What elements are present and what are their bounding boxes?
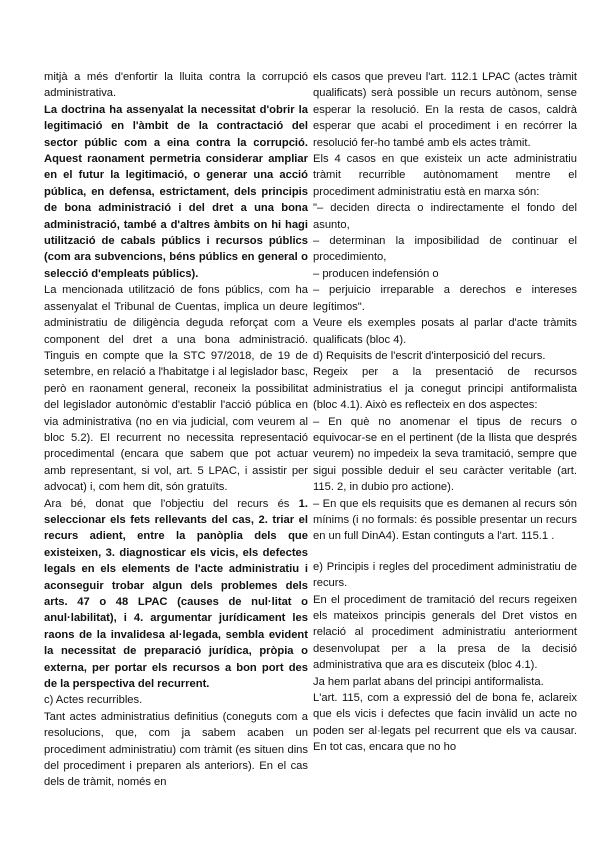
paragraph: Ja hem parlat abans del principi antiformalista. bbox=[313, 675, 544, 688]
list-item: – producen indefensión o bbox=[313, 267, 439, 280]
paragraph: Tant actes administratius definitius (coneguts com a resolucions, que, com ja sabem acaben un procediment administratiu) com tràmit (es situen dins del procediment i preparen als anteriors). En el cas dels de tràmit, només en bbox=[44, 710, 308, 789]
paragraph: L'art. 115, com a expressió del de bona fe, aclareix que els vicis i defectes que facin invàlid un acte no poden ser al·legats pel recurrent que els va causar. En tot cas, encara que no ho bbox=[313, 692, 577, 754]
list-item: – En què no anomenar el tipus de recurs o equivocar-se en el pertinent (de la llista que després veurem) no impedeix la seva tramitació, sempre que sigui possible deduir el seu caràcter veritable (art. 115. 2, in dubio pro actione). bbox=[313, 415, 577, 494]
left-column bbox=[44, 69, 308, 791]
paragraph: Els 4 casos en que existeix un acte administratiu tràmit recurrible autònomament mentre el procediment administratiu està en marxa són: bbox=[313, 153, 577, 198]
section-heading: d) Requisits de l'escrit d'interposició del recurs. bbox=[313, 349, 546, 362]
paragraph bbox=[44, 496, 308, 693]
paragraph-text: Ara bé, donat que l'objectiu del recurs és bbox=[44, 497, 290, 510]
paragraph-bold-text: 1. seleccionar els fets rellevants del cas, 2. triar el recurs adient, entre la panòplia dels que existeixen, 3. diagnosticar els vicis, els defectes legals en els elements de l'acte administratiu i aconseguir trobar algun dels problemes dels arts. 47 o 48 LPAC (causes de nul·litat o anul·labilitat), i 4. argumentar jurídicament les raons de la invalidesa al·legada, sembla evident la necessitat de preparació jurídica, pròpia o externa, per portar els recursos a bon port des de la perspectiva del recurrent. bbox=[44, 497, 308, 691]
paragraph: La doctrina ha assenyalat la necessitat d'obrir la legitimació en l'àmbit de la contractació del sector públic com a eina contra la corrupció. Aquest raonament permetria considerar ampliar en el futur la legitimació, o generar una acció pública, en defensa, estrictament, dels principis de bona administració i del dret a una bona administració, també a d'altres àmbits on hi hagi utilització de cabals públics i recursos públics (com ara subvencions, béns públics en general o selecció d'empleats públics). bbox=[44, 103, 308, 280]
paragraph-spacer bbox=[313, 545, 577, 559]
section-heading: c) Actes recurribles. bbox=[44, 694, 143, 707]
paragraph: En el procediment de tramitació del recurs regeixen els mateixos principis generals del Dret vistos en relació al procediment administratiu anteriorment desenvolupat per a la presa de la decisió administrativa que ara es discuteix (bloc 4.1). bbox=[313, 593, 577, 672]
list-item: – En que els requisits que es demanen al recurs són mínims (i no formals: és possible presentar un recurs en un full DinA4). Estan continguts a l'art. 115.1 . bbox=[313, 497, 577, 543]
section-heading: e) Principis i regles del procediment administratiu de recurs. bbox=[313, 560, 577, 590]
paragraph: mitjà a més d'enfortir la lluita contra la corrupció administrativa. bbox=[44, 71, 308, 100]
list-item: – determinan la imposibilidad de continuar el procedimiento, bbox=[313, 235, 577, 264]
right-column bbox=[313, 69, 577, 756]
paragraph: Veure els exemples posats al parlar d'acte tràmits qualificats (bloc 4). bbox=[313, 317, 577, 346]
paragraph: els casos que preveu l'art. 112.1 LPAC (actes tràmit qualificats) serà possible un recurs autònom, sense esperar la resolució. En la resta de casos, caldrà esperar que acabi el procediment i en recórrer la resolució fer-ho també amb els actes tràmit. bbox=[313, 71, 577, 149]
list-item: – perjuicio irreparable a derechos e intereses legítimos". bbox=[313, 284, 577, 313]
list-item: "– deciden directa o indirectamente el fondo del asunto, bbox=[313, 202, 577, 231]
paragraph: La mencionada utilització de fons públics, com ha assenyalat el Tribunal de Cuentas, implica un deure administratiu de diligència deguda reforçat com a component del dret a una bona administració. Tinguis en compte que la STC 97/2018, de 19 de setembre, en relació a l'habitatge i al legislador basc, però en raonament general, reconeix la possibilitat del legislador autonòmic d'establir l'acció pública en via administrativa (no en via judicial, com veurem al bloc 5.2). El recurrent no necessita representació procedimental (encara que sabem que pot actuar amb representant, si vol, art. 5 LPAC, i assistir per advocat) i, com hem dit, són gratuïts. bbox=[44, 284, 308, 494]
paragraph: Regeix per a la presentació de recursos administratius el ja conegut principi antiformalista (bloc 4.1). Això es reflecteix en dos aspectes: bbox=[313, 366, 577, 412]
